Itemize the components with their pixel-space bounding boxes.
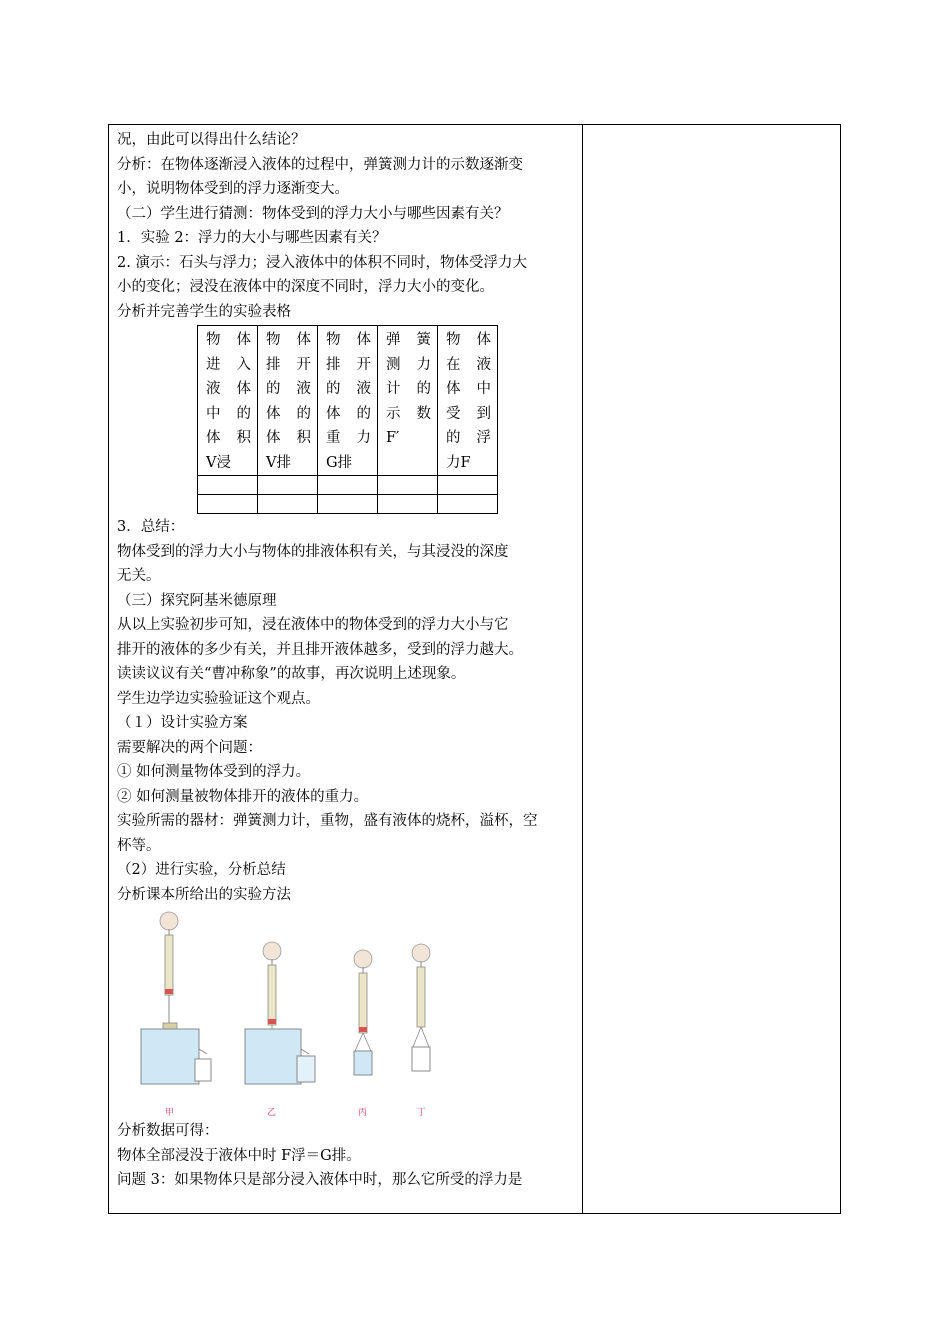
- setup-yi: [245, 942, 315, 1084]
- figure-label-jia: 甲: [165, 1108, 175, 1118]
- table-row: [198, 495, 498, 514]
- lesson-content-cell: [117, 128, 577, 1193]
- text-line: 读读议议有关“曹冲称象”的故事，再次说明上述现象。: [117, 666, 466, 682]
- setup-jia: [141, 912, 211, 1084]
- text-line: （三）探究阿基米德原理: [117, 592, 277, 609]
- experiment-figure: [127, 911, 457, 1119]
- text-line: 无关。: [117, 568, 161, 584]
- header-cell-v-immersed: 物 体 进 入 液 体 中 的 体 积 V浸: [198, 326, 258, 476]
- table-cell: [198, 476, 258, 495]
- header-cell-buoyancy: 物 体 在 液 体 中 受 到 的 浮 力F: [438, 326, 498, 476]
- table-cell: [378, 495, 438, 514]
- setup-ding: [412, 944, 430, 1071]
- text-line: 实验所需的器材：弹簧测力计，重物，盛有液体的烧杯，溢杯，空: [117, 813, 538, 829]
- table-cell: [378, 476, 438, 495]
- setup-bing: [354, 950, 372, 1075]
- text-line: （2）进行实验，分析总结: [117, 862, 286, 878]
- text-line: ② 如何测量被物体排开的液体的重力。: [117, 788, 369, 805]
- header-cell-spring-reading: 弹 簧 测 力 计 的 示 数 F′: [378, 326, 438, 476]
- text-line: 况，由此可以得出什么结论？: [117, 132, 306, 148]
- text-line: 分析数据可得：: [117, 1123, 219, 1139]
- figure-label-bing: 丙: [358, 1108, 368, 1118]
- text-line: 小的变化；浸没在液体中的深度不同时，浮力大小的变化。: [117, 279, 494, 295]
- text-line: 学生边学边实验验证这个观点。: [117, 690, 320, 707]
- text-line: 杯等。: [117, 837, 161, 854]
- column-divider: [582, 125, 583, 1213]
- table-row: [198, 476, 498, 495]
- header-cell-v-displaced: 物 体 排 开 的 液 体 的 体 积 V排: [258, 326, 318, 476]
- table-cell: [258, 476, 318, 495]
- table-cell: [318, 476, 378, 495]
- table-cell: [318, 495, 378, 514]
- text-line: 物体受到的浮力大小与物体的排液体积有关，与其浸没的深度: [117, 543, 509, 560]
- lesson-table: [108, 124, 841, 1214]
- header-cell-g-displaced: 物 体 排 开 的 液 体 的 重 力 G排: [318, 326, 378, 476]
- text-line: 分析课本所给出的实验方法: [117, 886, 291, 903]
- spring-scale-illustration: [127, 911, 457, 1101]
- text-line: 需要解决的两个问题：: [117, 739, 262, 756]
- text-line: ① 如何测量物体受到的浮力。: [117, 764, 311, 780]
- text-line: （１）设计实验方案: [117, 715, 248, 731]
- text-line: 物体全部浸没于液体中时 F浮＝G排。: [117, 1147, 361, 1164]
- text-line: 小，说明物体受到的浮力逐渐变大。: [117, 181, 349, 197]
- table-cell: [198, 495, 258, 514]
- text-line: （二）学生进行猜测：物体受到的浮力大小与哪些因素有关？: [117, 205, 509, 222]
- text-line: 3．总结：: [117, 519, 185, 535]
- text-line: 2. 演示：石头与浮力；浸入液体中的体积不同时，物体受浮力大: [117, 254, 527, 271]
- table-cell: [438, 476, 498, 495]
- table-cell: [258, 495, 318, 514]
- text-line: 分析并完善学生的实验表格: [117, 303, 291, 320]
- table-cell: [438, 495, 498, 514]
- experiment-table: [197, 325, 498, 514]
- figure-label-yi: 乙: [267, 1108, 277, 1118]
- text-line: 分析：在物体逐渐浸入液体的过程中，弹簧测力计的示数逐渐变: [117, 156, 523, 173]
- figure-label-ding: 丁: [417, 1108, 427, 1118]
- experiment-table-header-row: [198, 326, 498, 476]
- text-line: 从以上实验初步可知，浸在液体中的物体受到的浮力大小与它: [117, 617, 509, 633]
- text-line: 1．实验 2：浮力的大小与哪些因素有关？: [117, 230, 387, 246]
- text-line: 排开的液体的多少有关，并且排开液体越多，受到的浮力越大。: [117, 641, 523, 658]
- experiment-table-wrap: [197, 325, 577, 514]
- text-line: 问题 3：如果物体只是部分浸入液体中时，那么它所受的浮力是: [117, 1172, 523, 1188]
